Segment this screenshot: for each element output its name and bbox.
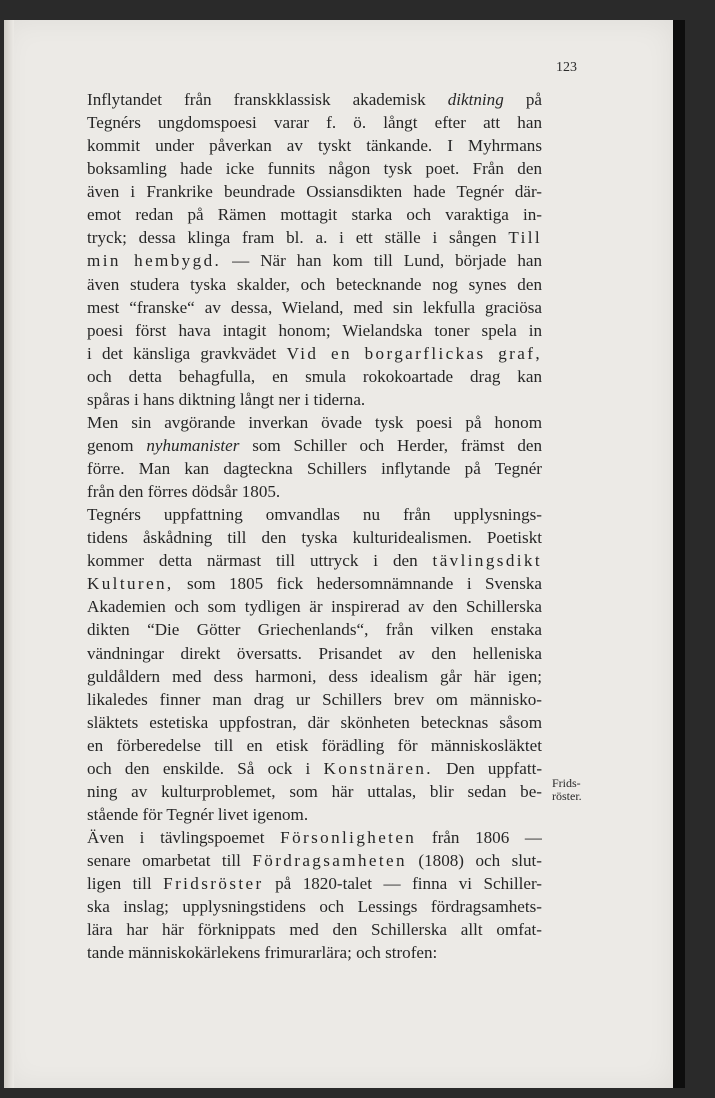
text-line (87, 249, 542, 272)
text-line (87, 642, 542, 665)
text-line (87, 434, 542, 457)
text-run: boksamling hade icke funnits någon tysk poet. Från den (87, 159, 542, 179)
body-text (87, 88, 542, 964)
text-run: vändningar direkt översatts. Prisandet av den helleniska (87, 643, 542, 663)
text-run: i det känsliga gravkvädet (87, 343, 287, 363)
text-run: spåras i hans diktning långt ner i tiderna. (87, 389, 366, 409)
text-run: tryck; dessa klinga fram bl. a. i ett ställe i sången (87, 228, 509, 248)
text-run: Även i tävlingspoemet (87, 828, 281, 847)
spaced-run: Till (508, 228, 542, 248)
text-line (87, 595, 542, 618)
text-line (87, 365, 542, 388)
margin-note (552, 777, 612, 803)
text-run: som Schiller och Herder, främst den (239, 435, 542, 455)
spaced-run: Kulturen, (87, 574, 174, 594)
spaced-run: Vid en borgarflickas graf, (286, 343, 542, 363)
text-run: Akademien och som tydligen är inspirerad av den Schillerska (87, 597, 542, 617)
page-edge-shadow (673, 20, 685, 1088)
text-run: Tegnérs ungdomspoesi varar f. ö. långt efter att han (87, 113, 542, 133)
text-run: även studera tyska skalder, och betecknande nog synes den (87, 274, 542, 294)
text-run: likaledes finner man drag ur Schillers brev om människo- (87, 689, 542, 709)
text-run: från 1806 — (416, 828, 542, 847)
spaced-run: tävlingsdikt (432, 551, 542, 571)
page-number: 123 (556, 60, 577, 75)
italic-run: nyhumanister (146, 435, 240, 455)
text-run: Inflytandet från franskklassisk akademisk (87, 90, 448, 109)
text-line (87, 157, 542, 180)
text-line (87, 203, 542, 226)
text-run: genom (87, 435, 147, 455)
text-line (87, 572, 542, 595)
text-line (87, 342, 542, 365)
italic-run: diktning (447, 90, 504, 109)
text-run: och den enskilde. Så ock i (87, 758, 324, 778)
text-line (87, 757, 542, 780)
text-run: — När han kom till Lund, började han (221, 251, 542, 271)
text-run: guldåldern med dess harmoni, dess idealism går här igen; (87, 666, 542, 686)
text-line (87, 618, 542, 641)
text-run: förre. Man kan dagteckna Schillers inflytande på Tegnér (87, 459, 542, 478)
text-line (87, 226, 542, 249)
text-run: kommit under påverkan av tyskt tänkande. I Myhrmans (87, 136, 542, 156)
text-line (87, 388, 542, 411)
text-run: en förberedelse till en etisk förädling för människosläktet (87, 735, 542, 755)
text-line (87, 711, 542, 734)
text-line (87, 688, 542, 711)
text-run: emot redan på Rämen mottagit starka och varaktiga in- (87, 205, 542, 225)
text-line (87, 88, 542, 111)
text-run: (1808) och slut- (406, 851, 542, 871)
text-line (87, 319, 542, 342)
text-line (87, 734, 542, 757)
text-run: Den uppfatt- (432, 758, 542, 778)
text-run: Men sin avgörande inverkan övade tysk poesi på honom (87, 412, 542, 432)
text-run: ning av kulturproblemet, som här uttalas, blir sedan be- (87, 781, 542, 801)
spaced-run: Försonligheten (280, 828, 417, 847)
text-line (87, 180, 542, 203)
text-line (87, 134, 542, 157)
text-run: stående för Tegnér livet igenom. (87, 804, 309, 824)
text-line (87, 665, 542, 688)
text-line (87, 826, 542, 849)
text-run: även i Frankrike beundrade Ossiansdikten hade Tegnér där- (87, 182, 542, 202)
text-run: tande människokärlekens frimurarlära; och strofen: (87, 943, 438, 963)
text-line (87, 480, 542, 503)
spaced-run: Fördragsamheten (252, 851, 407, 871)
text-run: Tegnérs uppfattning omvandlas nu från upplysnings- (87, 505, 542, 525)
spaced-run: Konstnären. (323, 758, 433, 778)
text-line (87, 111, 542, 134)
text-run: poesi först hava intagit honom; Wielandska toner spela in (87, 320, 542, 340)
text-run: tidens åskådning till den tyska kulturidealismen. Poetiskt (87, 528, 542, 548)
text-line (87, 895, 542, 918)
text-line (87, 411, 542, 434)
text-run: från den förres dödsår 1805. (87, 482, 281, 502)
text-run: på (503, 90, 542, 109)
text-run: släktets estetiska uppfostran, där skönheten betecknas såsom (87, 712, 542, 732)
text-run: dikten “Die Götter Griechenlands“, från vilken enstaka (87, 620, 542, 640)
text-line (87, 526, 542, 549)
text-line (87, 457, 542, 480)
margin-note-line: röster. (552, 789, 582, 803)
text-line (87, 872, 542, 895)
margin-note-line: Frids- (552, 776, 581, 790)
text-line (87, 273, 542, 296)
text-run: kommer detta närmast till uttryck i den (87, 551, 433, 571)
text-line (87, 296, 542, 319)
text-run: på 1820-talet — finna vi Schiller- (263, 874, 542, 894)
text-line (87, 803, 542, 826)
text-line (87, 941, 542, 964)
text-line (87, 849, 542, 872)
text-run: lära har här förknippats med den Schillerska allt omfat- (87, 920, 542, 940)
text-run: och detta behagfulla, en smula rokokoartade drag kan (87, 366, 542, 386)
text-line (87, 780, 542, 803)
spaced-run: Fridsröster (163, 874, 264, 894)
text-line (87, 503, 542, 526)
text-line (87, 549, 542, 572)
text-line (87, 918, 542, 941)
text-run: ligen till (87, 874, 164, 894)
spaced-run: min hembygd. (87, 251, 222, 271)
text-run: som 1805 fick hedersomnämnande i Svenska (173, 574, 542, 594)
text-run: mest “franske“ av dessa, Wieland, med sin lekfulla graciösa (87, 297, 542, 317)
text-run: senare omarbetat till (87, 851, 253, 871)
text-run: ska inslag; upplysningstidens och Lessings fördragsamhets- (87, 897, 542, 917)
